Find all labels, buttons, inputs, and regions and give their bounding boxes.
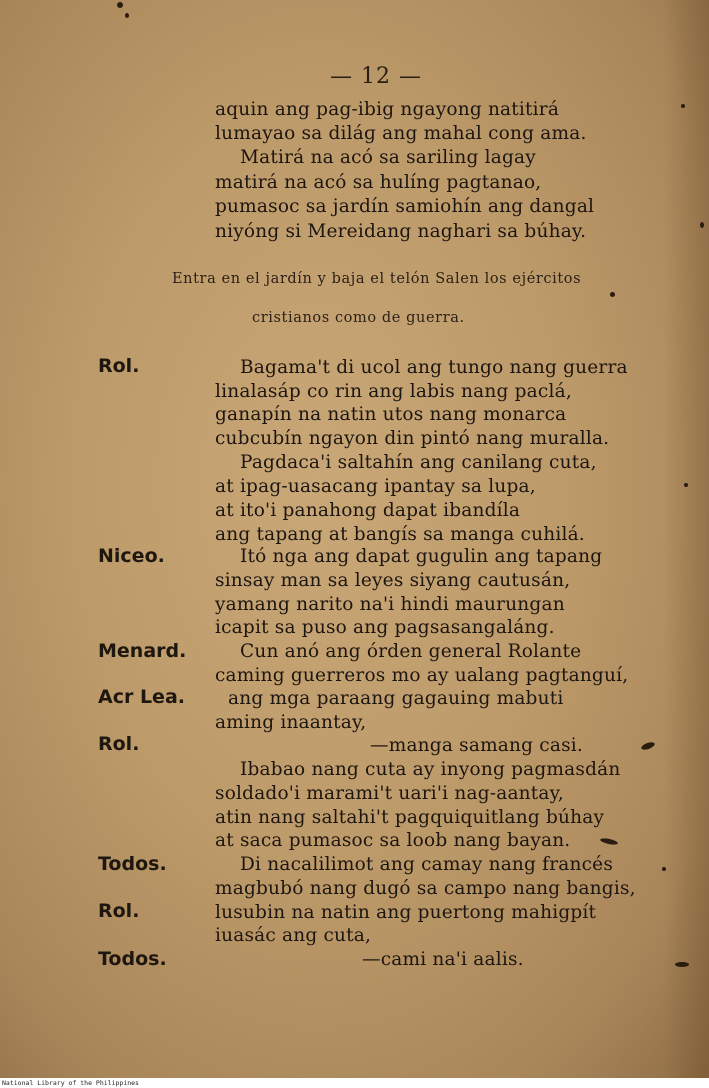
verse-line: Matirá na acó sa sariling lagay bbox=[240, 147, 536, 168]
speaker-label: Menard. bbox=[98, 640, 187, 662]
dialogue-line: icapit sa puso ang pagsasangaláng. bbox=[215, 617, 555, 638]
dialogue-line: Pagdaca'i saltahín ang canilang cuta, bbox=[240, 452, 597, 473]
stage-direction-line: Entra en el jardín y baja el telón Salen los ejércitos bbox=[172, 271, 582, 287]
dialogue-line: caming guerreros mo ay ualang pagtanguí, bbox=[215, 665, 629, 686]
verse-line: aquin ang pag-ibig ngayong natitirá bbox=[215, 99, 560, 120]
dialogue-line: iuasác ang cuta, bbox=[215, 925, 372, 946]
page-number: — 12 — bbox=[330, 64, 422, 89]
ink-speck bbox=[700, 222, 704, 228]
dialogue-line: Ibabao nang cuta ay inyong pagmasdán bbox=[240, 759, 621, 780]
dialogue-line: aming inaantay, bbox=[215, 712, 367, 733]
dialogue-line: Bagama't di ucol ang tungo nang guerra bbox=[240, 357, 628, 378]
ink-speck bbox=[662, 867, 666, 871]
verse-line: niyóng si Mereidang naghari sa búhay. bbox=[215, 221, 587, 242]
speaker-label: Niceo. bbox=[98, 545, 165, 567]
dialogue-line: soldado'i marami't uari'i nag-aantay, bbox=[215, 783, 564, 804]
dialogue-line: at ipag-uasacang ipantay sa lupa, bbox=[215, 476, 536, 497]
dialogue-line: linalasáp co rin ang labis nang paclá, bbox=[215, 381, 572, 402]
dialogue-line: yamang narito na'i hindi maurungan bbox=[215, 594, 565, 615]
dialogue-line: —manga samang casi. bbox=[370, 735, 583, 756]
page-gutter-shadow bbox=[664, 0, 709, 1078]
dialogue-line: Di nacalilimot ang camay nang francés bbox=[240, 854, 614, 875]
ink-speck bbox=[125, 13, 129, 18]
speaker-label: Todos. bbox=[98, 853, 167, 875]
stage-direction-line: cristianos como de guerra. bbox=[252, 310, 465, 326]
library-credit: National Library of the Philippines bbox=[2, 1079, 139, 1087]
dialogue-line: at ito'i panahong dapat ibandíla bbox=[215, 500, 521, 521]
dialogue-line: ganapín na natin utos nang monarca bbox=[215, 404, 567, 425]
dialogue-line: lusubin na natin ang puertong mahigpít bbox=[215, 902, 597, 923]
verse-line: matirá na acó sa hulíng pagtanao, bbox=[215, 172, 542, 193]
speaker-label: Rol. bbox=[98, 900, 140, 922]
speaker-label: Rol. bbox=[98, 733, 140, 755]
dialogue-line: sinsay man sa leyes siyang cautusán, bbox=[215, 570, 571, 591]
dialogue-line: at saca pumasoc sa loob nang bayan. bbox=[215, 830, 571, 851]
dialogue-line: Itó nga ang dapat gugulin ang tapang bbox=[240, 546, 603, 567]
dialogue-line: ang tapang at bangís sa manga cuhilá. bbox=[215, 524, 585, 545]
dialogue-line: atin nang saltahi't pagquiquitlang búhay bbox=[215, 807, 605, 828]
speaker-label: Rol. bbox=[98, 355, 140, 377]
dialogue-line: magbubó nang dugó sa campo nang bangis, bbox=[215, 878, 636, 899]
ink-speck bbox=[117, 2, 123, 8]
dialogue-line: —cami na'i aalis. bbox=[362, 949, 524, 970]
dialogue-line: Cun anó ang órden general Rolante bbox=[240, 641, 582, 662]
verse-line: lumayao sa diláɡ ang mahal cong ama. bbox=[215, 123, 587, 144]
speaker-label: Todos. bbox=[98, 948, 167, 970]
dialogue-line: ang mga paraang gagauing mabuti bbox=[228, 688, 564, 709]
ink-speck bbox=[675, 962, 689, 967]
speaker-label: Acr Lea. bbox=[98, 686, 185, 708]
verse-line: pumasoc sa jardín samiohín ang dangal bbox=[215, 196, 595, 217]
ink-speck bbox=[681, 104, 685, 108]
ink-speck bbox=[684, 483, 688, 487]
ink-speck bbox=[610, 292, 615, 297]
dialogue-line: cubcubín ngayon din pintó nang muralla. bbox=[215, 428, 610, 449]
